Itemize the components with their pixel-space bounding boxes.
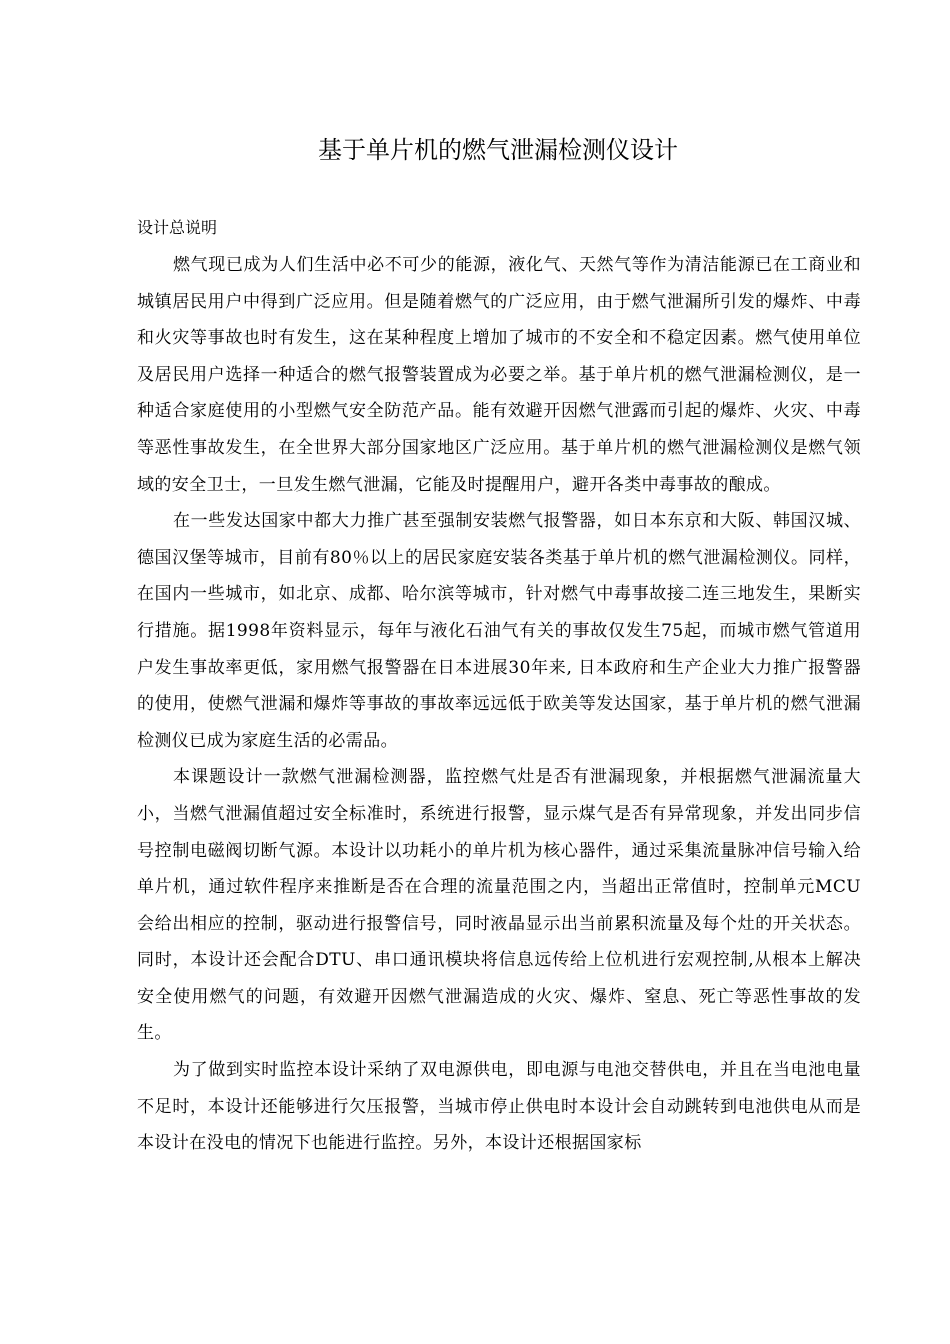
paragraph-3: 本课题设计一款燃气泄漏检测器，监控燃气灶是否有泄漏现象，并根据燃气泄漏流量大小，当燃气泄漏值超过安全标准时，系统进行报警，显示煤气是否有异常现象，并发出同步信号控制电磁阀切断气源。本设计以功耗小的单片机为核心器件，通过采集流量脉冲信号输入给单片机，通过软件程序来推断是否在合理的流量范围之内，当超出正常值时，控制单元MCU会给出相应的控制，驱动进行报警信号，同时液晶显示出当前累积流量及每个灶的开关状态。同时，本设计还会配合DTU、串口通讯模块将信息远传给上位机进行宏观控制,从根本上解决安全使用燃气的问题，有效避开因燃气泄漏造成的火灾、爆炸、窒息、死亡等恶性事故的发生。: [137, 767, 861, 1044]
section-heading: 设计总说明: [137, 218, 218, 237]
paragraph-2: 在一些发达国家中都大力推广甚至强制安装燃气报警器，如日本东京和大阪、韩国汉城、德国汉堡等城市，目前有80％以上的居民家庭安装各类基于单片机的燃气泄漏检测仪。同样，在国内一些城市，如北京、成都、哈尔滨等城市，针对燃气中毒事故接二连三地发生，果断实行措施。据1998年资料显示，每年与液化石油气有关的事故仅发生75起，而城市燃气管道用户发生事故率更低，家用燃气报警器在日本进展30年来, 日本政府和生产企业大力推广报警器的使用，使燃气泄漏和爆炸等事故的事故率远远低于欧美等发达国家，基于单片机的燃气泄漏检测仪已成为家庭生活的必需品。: [137, 511, 861, 751]
body-text: [137, 247, 861, 1162]
document-title: 基于单片机的燃气泄漏检测仪设计: [318, 136, 678, 164]
paragraph-4: 为了做到实时监控本设计采纳了双电源供电，即电源与电池交替供电，并且在当电池电量不足时，本设计还能够进行欠压报警，当城市停止供电时本设计会自动跳转到电池供电从而是本设计在没电的情况下也能进行监控。另外，本设计还根据国家标: [137, 1060, 861, 1154]
paragraph-1: 燃气现已成为人们生活中必不可少的能源，液化气、天然气等作为清洁能源已在工商业和城镇居民用户中得到广泛应用。但是随着燃气的广泛应用，由于燃气泄漏所引发的爆炸、中毒和火灾等事故也时有发生，这在某种程度上增加了城市的不安全和不稳定因素。燃气使用单位及居民用户选择一种适合的燃气报警装置成为必要之举。基于单片机的燃气泄漏检测仪，是一种适合家庭使用的小型燃气安全防范产品。能有效避开因燃气泄露而引起的爆炸、火灾、中毒等恶性事故发生，在全世界大部分国家地区广泛应用。基于单片机的燃气泄漏检测仪是燃气领域的安全卫士，一旦发生燃气泄漏，它能及时提醒用户，避开各类中毒事故的酿成。: [137, 255, 861, 495]
